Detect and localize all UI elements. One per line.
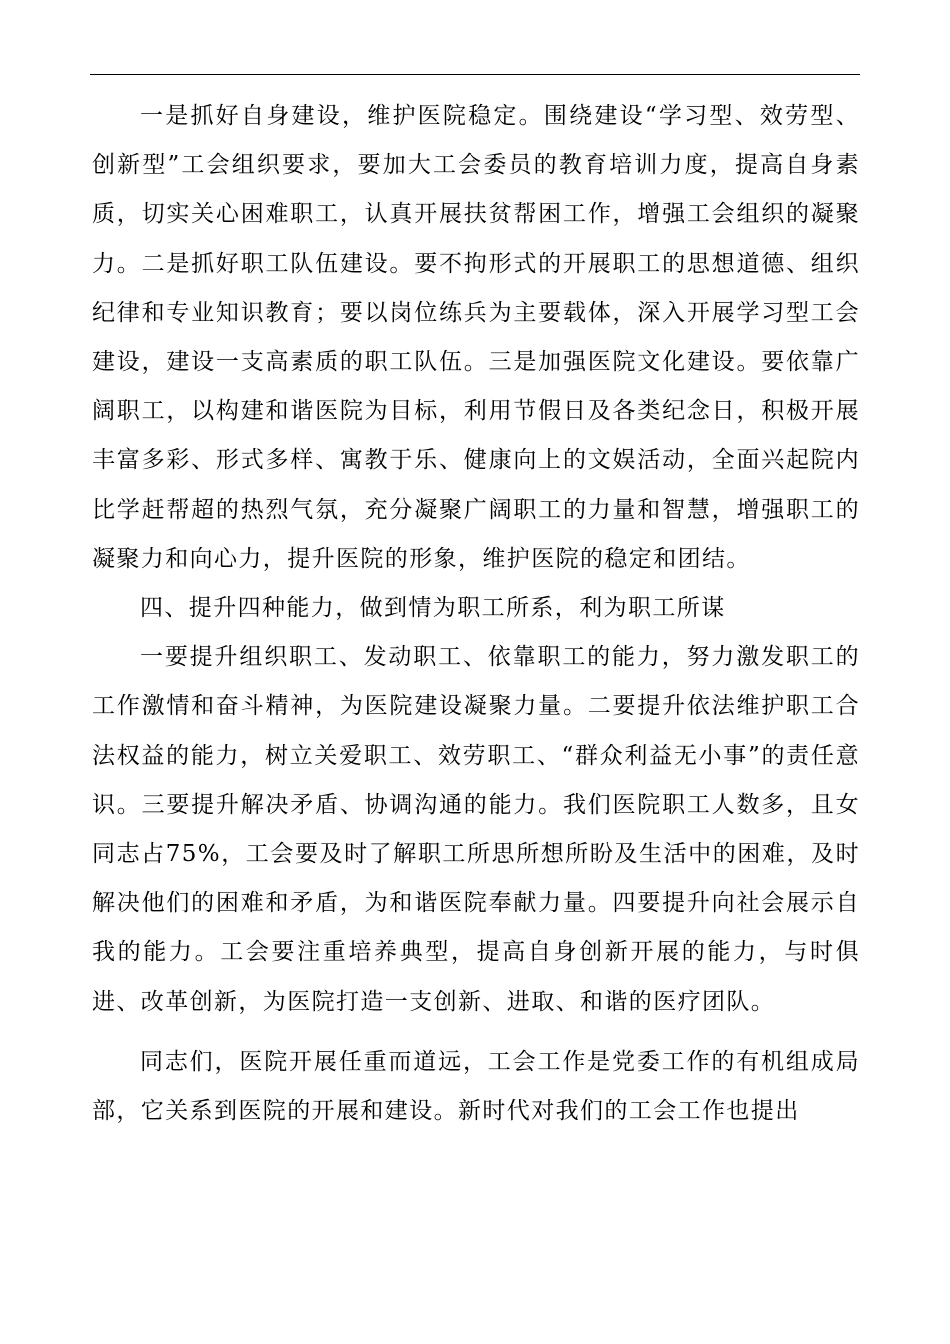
paragraph-closing: 同志们，医院开展任重而道远，工会工作是党委工作的有机组成局部，它关系到医院的开展和建设。新时代对我们的工会工作也提出 [92, 1048, 860, 1125]
document-body [92, 92, 860, 1136]
paragraph-self-building: 一是抓好自身建设，维护医院稳定。围绕建设“学习型、效劳型、创新型”工会组织要求，要加大工会委员的教育培训力度，提高自身素质，切实关心困难职工，认真开展扶贫帮困工作，增强工会组织的凝聚力。二是抓好职工队伍建设。要不拘形式的开展职工的思想道德、组织纪律和专业知识教育；要以岗位练兵为主要载体，深入开展学习型工会建设，建设一支高素质的职工队伍。三是加强医院文化建设。要依靠广阔职工，以构建和谐医院为目标，利用节假日及各类纪念日，积极开展丰富多彩、形式多样、寓教于乐、健康向上的文娱活动，全面兴起院内比学赶帮超的热烈气氛，充分凝聚广阔职工的力量和智慧，增强职工的凝聚力和向心力，提升医院的形象，维护医院的稳定和团结。 [92, 103, 860, 572]
header-rule [90, 74, 860, 75]
section-heading-four-abilities: 四、提升四种能力，做到情为职工所系，利为职工所谋 [140, 595, 726, 622]
paragraph-four-abilities: 一要提升组织职工、发动职工、依靠职工的能力，努力激发职工的工作激情和奋斗精神，为医院建设凝聚力量。二要提升依法维护职工合法权益的能力，树立关爱职工、效劳职工、“群众利益无小事”的责任意识。三要提升解决矛盾、协调沟通的能力。我们医院职工人数多，且女同志占75%，工会要及时了解职工所思所想所盼及生活中的困难，及时解决他们的困难和矛盾，为和谐医院奉献力量。四要提升向社会展示自我的能力。工会要注重培养典型，提高自身创新开展的能力，与时俱进、改革创新，为医院打造一支创新、进取、和谐的医疗团队。 [92, 644, 860, 1015]
